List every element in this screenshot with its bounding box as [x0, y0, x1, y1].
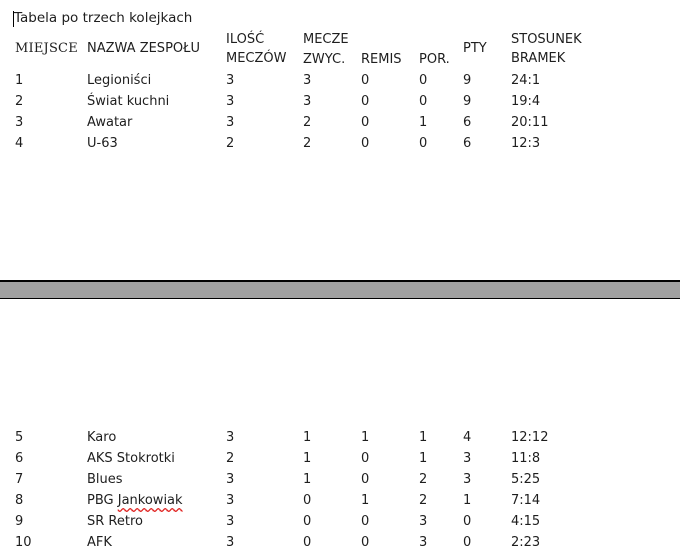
- cell-losses: 2: [419, 472, 428, 487]
- cell-goals: 12:3: [511, 136, 541, 151]
- cell-team: Blues: [87, 472, 123, 487]
- cell-losses: 1: [419, 430, 428, 445]
- table-row: [0, 490, 680, 511]
- cell-points: 6: [463, 136, 472, 151]
- cell-goals: 4:15: [511, 514, 541, 529]
- cell-draws: 0: [361, 514, 370, 529]
- table-row: [0, 448, 680, 469]
- cell-draws: 1: [361, 493, 370, 508]
- cell-points: 3: [463, 472, 472, 487]
- cell-points: 0: [463, 535, 472, 550]
- cell-points: 1: [463, 493, 472, 508]
- header-draws: REMIS: [361, 52, 402, 67]
- cell-team: AFK: [87, 535, 112, 550]
- cell-games: 3: [226, 472, 235, 487]
- cell-wins: 0: [303, 514, 312, 529]
- cell-draws: 1: [361, 430, 370, 445]
- cell-goals: 19:4: [511, 94, 541, 109]
- cell-goals: 11:8: [511, 451, 541, 466]
- header-goals-line1: STOSUNEK: [511, 32, 582, 47]
- page-break-separator: [0, 280, 680, 299]
- cell-losses: 3: [419, 514, 428, 529]
- cell-draws: 0: [361, 136, 370, 151]
- table-row: [0, 91, 680, 112]
- cell-games: 3: [226, 94, 235, 109]
- cell-games: 3: [226, 430, 235, 445]
- cell-losses: 0: [419, 136, 428, 151]
- cell-points: 3: [463, 451, 472, 466]
- cell-place: 7: [15, 472, 24, 487]
- header-wins-line2: ZWYC.: [303, 52, 346, 67]
- cell-place: 2: [15, 94, 24, 109]
- header-wins-line1: MECZE: [303, 32, 349, 47]
- cell-wins: 2: [303, 115, 312, 130]
- cell-games: 3: [226, 535, 235, 550]
- cell-points: 9: [463, 94, 472, 109]
- cell-goals: 12:12: [511, 430, 549, 445]
- table-row: [0, 133, 680, 154]
- cell-games: 3: [226, 514, 235, 529]
- cell-place: 1: [15, 73, 24, 88]
- table-row: [0, 112, 680, 133]
- cell-team-prefix: PBG: [87, 493, 118, 508]
- cell-team: Legioniści: [87, 73, 152, 88]
- cell-place: 4: [15, 136, 24, 151]
- header-games-line1: ILOŚĆ: [226, 32, 265, 47]
- cell-wins: 3: [303, 73, 312, 88]
- cell-goals: 20:11: [511, 115, 549, 130]
- cell-place: 8: [15, 493, 24, 508]
- table-row: [0, 427, 680, 448]
- cell-games: 2: [226, 451, 235, 466]
- cell-draws: 0: [361, 535, 370, 550]
- cell-losses: 1: [419, 451, 428, 466]
- cell-draws: 0: [361, 451, 370, 466]
- cell-wins: 0: [303, 493, 312, 508]
- cell-games: 3: [226, 493, 235, 508]
- spellcheck-underlined-word[interactable]: Jankowiak: [117, 493, 183, 508]
- cell-team: SR Retro: [87, 514, 143, 529]
- cell-team: Świat kuchni: [87, 94, 170, 109]
- header-goals-line2: BRAMEK: [511, 51, 566, 66]
- cell-draws: 0: [361, 73, 370, 88]
- cell-place: 3: [15, 115, 24, 130]
- cell-losses: 3: [419, 535, 428, 550]
- cell-goals: 2:23: [511, 535, 541, 550]
- cell-place: 5: [15, 430, 24, 445]
- header-games-line2: MECZÓW: [226, 51, 287, 66]
- cell-place: 9: [15, 514, 24, 529]
- header-team: NAZWA ZESPOŁU: [87, 41, 200, 56]
- cell-losses: 0: [419, 94, 428, 109]
- cell-wins: 0: [303, 535, 312, 550]
- table-header: [0, 0, 680, 80]
- cell-losses: 0: [419, 73, 428, 88]
- cell-team: [87, 490, 183, 511]
- cell-points: 6: [463, 115, 472, 130]
- cell-wins: 2: [303, 136, 312, 151]
- cell-team: Awatar: [87, 115, 133, 130]
- cell-games: 3: [226, 115, 235, 130]
- table-row: [0, 70, 680, 91]
- table-row: [0, 532, 680, 553]
- cell-goals: 7:14: [511, 493, 541, 508]
- cell-goals: 5:25: [511, 472, 541, 487]
- cell-draws: 0: [361, 94, 370, 109]
- cell-losses: 1: [419, 115, 428, 130]
- cell-wins: 1: [303, 451, 312, 466]
- cell-wins: 1: [303, 472, 312, 487]
- cell-draws: 0: [361, 115, 370, 130]
- table-row: [0, 511, 680, 532]
- header-place: MIEJSCE: [15, 41, 78, 56]
- table-row: [0, 469, 680, 490]
- cell-place: 6: [15, 451, 24, 466]
- cell-games: 2: [226, 136, 235, 151]
- header-points: PTY: [463, 41, 487, 56]
- cell-points: 0: [463, 514, 472, 529]
- cell-place: 10: [15, 535, 32, 550]
- cell-team: U-63: [87, 136, 118, 151]
- document-title[interactable]: Tabela po trzech kolejkach: [14, 10, 193, 26]
- cell-team: Karo: [87, 430, 117, 445]
- cell-wins: 1: [303, 430, 312, 445]
- cell-draws: 0: [361, 472, 370, 487]
- cell-points: 9: [463, 73, 472, 88]
- cell-games: 3: [226, 73, 235, 88]
- header-losses: POR.: [419, 52, 450, 67]
- cell-losses: 2: [419, 493, 428, 508]
- cell-team: AKS Stokrotki: [87, 451, 175, 466]
- cell-wins: 3: [303, 94, 312, 109]
- cell-points: 4: [463, 430, 472, 445]
- cell-goals: 24:1: [511, 73, 541, 88]
